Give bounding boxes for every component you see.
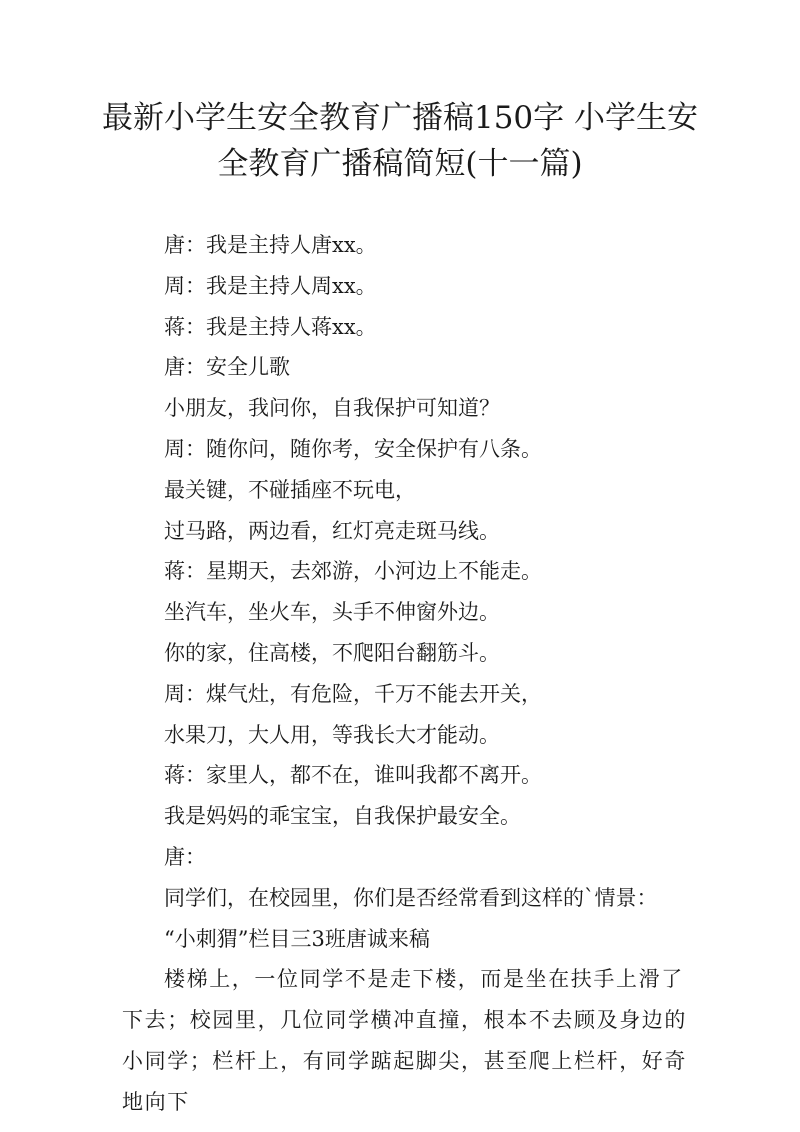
document-body [122,225,692,1123]
text-line: 过马路，两边看，红灯亮走斑马线。 [164,518,500,543]
text-line: 我是妈妈的乖宝宝，自我保护最安全。 [164,804,521,829]
text-line: 唐： [164,844,206,869]
text-line: 唐：我是主持人唐xx。 [164,233,377,257]
text-line: 小朋友，我问你，自我保护可知道？ [164,396,500,421]
text-line: 坐汽车，坐火车，头手不伸窗外边。 [164,600,500,625]
text-line: 周：随你问，随你考，安全保护有八条。 [164,436,542,461]
text-line: 蒋：家里人，都不在，谁叫我都不离开。 [164,763,542,788]
body-paragraph: 楼梯上，一位同学不是走下楼，而是坐在扶手上滑了下去；校园里，几位同学横冲直撞，根本不去顾及身边的小同学；栏杆上，有同学踮起脚尖，甚至爬上栏杆，好奇地向下 [122,967,687,1114]
text-line: 周：我是主持人周xx。 [164,273,377,298]
document-title: 最新小学生安全教育广播稿150字 小学生安全教育广播稿简短(十一篇) [101,100,699,182]
text-line: 水果刀，大人用，等我长大才能动。 [164,722,500,747]
text-line: 蒋：我是主持人蒋xx。 [164,314,377,339]
text-line: 最关键，不碰插座不玩电， [164,477,416,502]
text-line: 唐：安全儿歌 [164,355,290,380]
text-line: 你的家，住高楼，不爬阳台翻筋斗。 [164,640,500,665]
text-line: 蒋：星期天，去郊游，小河边上不能走。 [164,559,542,584]
text-line: “小刺猬”栏目三3班唐诚来稿 [164,926,430,951]
text-line: 周：煤气灶，有危险，千万不能去开关， [164,681,542,706]
text-line: 同学们，在校园里，你们是否经常看到这样的`情景： [164,885,658,910]
